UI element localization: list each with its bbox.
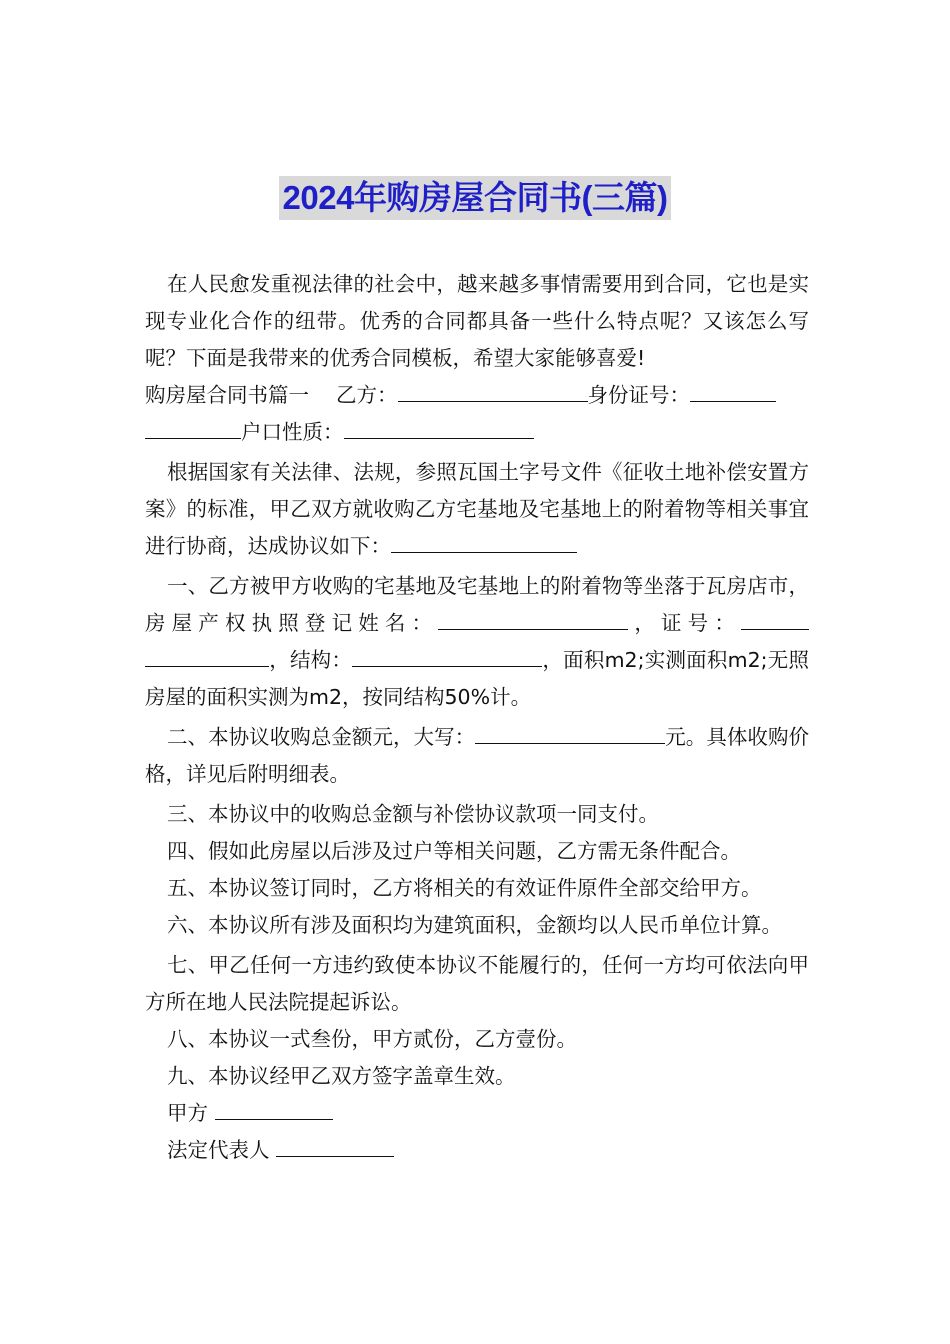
clause-1-text-c: ，结构：: [269, 648, 353, 672]
id-label: 身份证号：: [587, 383, 690, 407]
clause-3: 三、本协议中的收购总金额与补偿协议款项一同支付。: [167, 802, 659, 826]
basis-paragraph: [145, 454, 809, 565]
owner-name-blank: [438, 609, 628, 630]
sign-legal-rep-label: 法定代表人: [167, 1138, 270, 1162]
title-container: [0, 176, 950, 220]
structure-blank: [352, 646, 542, 667]
id-blank-2: [145, 418, 241, 439]
clause-1-text-b: ，证号：: [628, 611, 741, 635]
clause-4: 四、假如此房屋以后涉及过户等相关问题，乙方需无条件配合。: [167, 839, 741, 863]
cert-no-blank-2: [145, 646, 269, 667]
intro-paragraph: 在人民愈发重视法律的社会中，越来越多事情需要用到合同，它也是实现专业化合作的纽带。优秀的合同都具备一些什么特点呢？又该怎么写呢？下面是我带来的优秀合同模板，希望大家能够喜爱!: [145, 272, 809, 370]
id-blank-1: [690, 381, 776, 402]
clause-2: [145, 719, 809, 793]
clause-9: 九、本协议经甲乙双方签字盖章生效。: [167, 1064, 516, 1088]
sign-legal-rep-blank: [276, 1136, 394, 1157]
sign-legal-rep: [145, 1132, 809, 1169]
party-b-blank: [398, 381, 588, 402]
clause-2-text-b: 元。具体收购价格，详见后附明细表。: [145, 725, 810, 786]
sign-party-a-label: 甲方: [167, 1101, 208, 1125]
clause-7: 七、甲乙任何一方违约致使本协议不能履行的，任何一方均可依法向甲方所在地人民法院提起诉讼。: [145, 953, 809, 1014]
document-body: [145, 266, 809, 1169]
clause-1-text-a: 一、乙方被甲方收购的宅基地及宅基地上的附着物等坐落于瓦房店市，房屋产权执照登记姓名：: [145, 574, 809, 635]
basis-blank: [391, 532, 577, 553]
clause-5: 五、本协议签订同时，乙方将相关的有效证件原件全部交给甲方。: [167, 876, 762, 900]
part-label: 购房屋合同书篇一: [145, 383, 309, 407]
header-line: [145, 377, 809, 451]
sign-party-a-blank: [215, 1099, 333, 1120]
household-label: 户口性质：: [241, 420, 344, 444]
clause-8: 八、本协议一式叁份，甲方贰份，乙方壹份。: [167, 1027, 577, 1051]
amount-words-blank: [475, 723, 665, 744]
clause-1-text-d: ，面积m2;实测面积m2;无照房屋的面积实测为m2，按同结构50%计。: [145, 648, 810, 709]
clause-1: [145, 568, 809, 716]
sign-party-a: [145, 1095, 809, 1132]
basis-text: 根据国家有关法律、法规，参照瓦国土字号文件《征收土地补偿安置方案》的标准，甲乙双方就收购乙方宅基地及宅基地上的附着物等相关事宜进行协商，达成协议如下：: [145, 460, 809, 558]
document-title: 2024年购房屋合同书(三篇): [279, 176, 672, 220]
clause-2-text-a: 二、本协议收购总金额元，大写：: [167, 725, 476, 749]
cert-no-blank-1: [741, 609, 809, 630]
clause-6: 六、本协议所有涉及面积均为建筑面积，金额均以人民币单位计算。: [167, 913, 782, 937]
party-b-label: 乙方：: [336, 383, 398, 407]
household-blank: [344, 418, 534, 439]
